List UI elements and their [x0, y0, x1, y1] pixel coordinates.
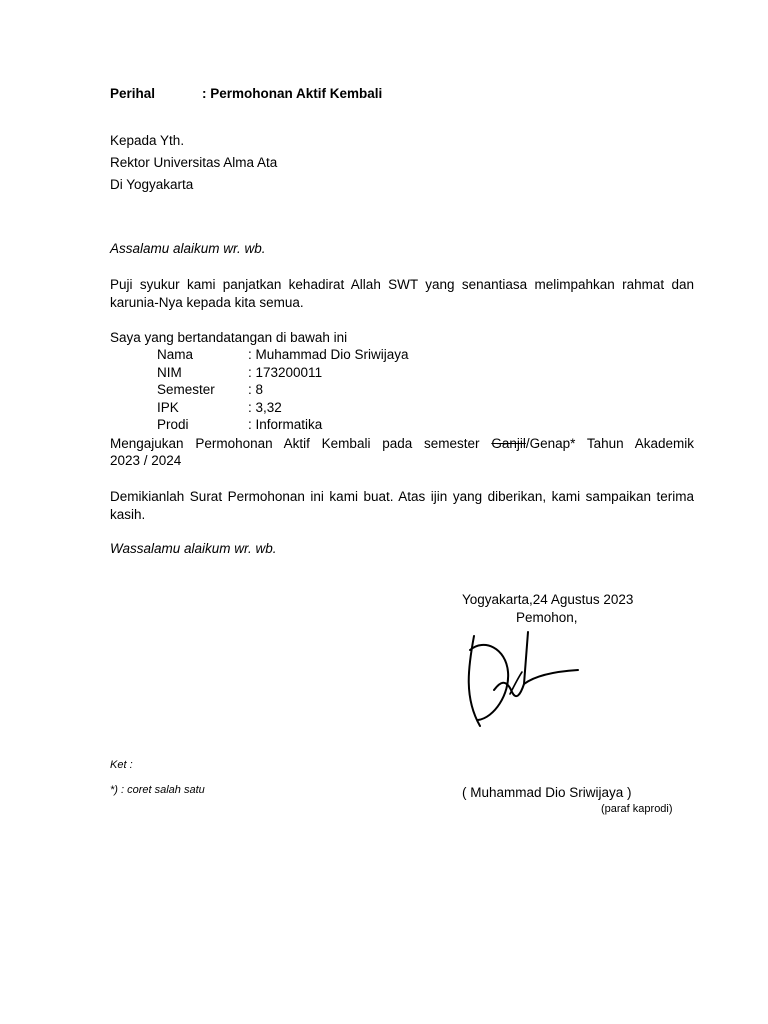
field-value: : 8 [248, 382, 264, 397]
signer-name: ( Muhammad Dio Sriwijaya ) [462, 785, 632, 800]
request-prefix: Mengajukan Permohonan Aktif Kembali pada semester [110, 436, 480, 451]
request-suffix: /Genap* Tahun Akademik [525, 436, 694, 451]
field-value: : Muhammad Dio Sriwijaya [248, 347, 409, 362]
field-label: Semester [157, 382, 215, 397]
field-label: NIM [157, 365, 182, 380]
recipient-line-2: Rektor Universitas Alma Ata [110, 155, 278, 170]
intro-text: Saya yang bertandatangan di bawah ini [110, 330, 348, 345]
request-line-1 [110, 435, 694, 453]
opening-paragraph: Puji syukur kami panjatkan kehadirat Allah SWT yang senantiasa melimpahkan rahmat dan karunia-Nya kepada kita semua. [110, 277, 694, 310]
field-value: : Informatika [248, 417, 323, 432]
footnote-title: Ket : [110, 759, 133, 771]
greeting: Assalamu alaikum wr. wb. [110, 241, 266, 256]
recipient-line-1: Kepada Yth. [110, 133, 185, 148]
handwritten-signature [458, 628, 582, 732]
subject-value: : Permohonan Aktif Kembali [202, 86, 383, 101]
field-value: : 173200011 [248, 365, 323, 380]
request-year: 2023 / 2024 [110, 453, 182, 468]
request-struck-option: Ganjil [491, 436, 526, 451]
signer-role: Pemohon, [516, 610, 578, 625]
place-date: Yogyakarta,24 Agustus 2023 [462, 592, 634, 607]
kaprodi-note: (paraf kaprodi) [601, 803, 673, 815]
subject-label: Perihal [110, 86, 156, 101]
field-label: Prodi [157, 417, 189, 432]
field-value: : 3,32 [248, 400, 282, 415]
footnote-text: *) : coret salah satu [110, 784, 205, 796]
farewell: Wassalamu alaikum wr. wb. [110, 541, 277, 556]
field-label: IPK [157, 400, 179, 415]
field-label: Nama [157, 347, 194, 362]
closing-paragraph: Demikianlah Surat Permohonan ini kami buat. Atas ijin yang diberikan, kami sampaikan terima kasih. [110, 489, 694, 522]
recipient-line-3: Di Yogyakarta [110, 177, 194, 192]
